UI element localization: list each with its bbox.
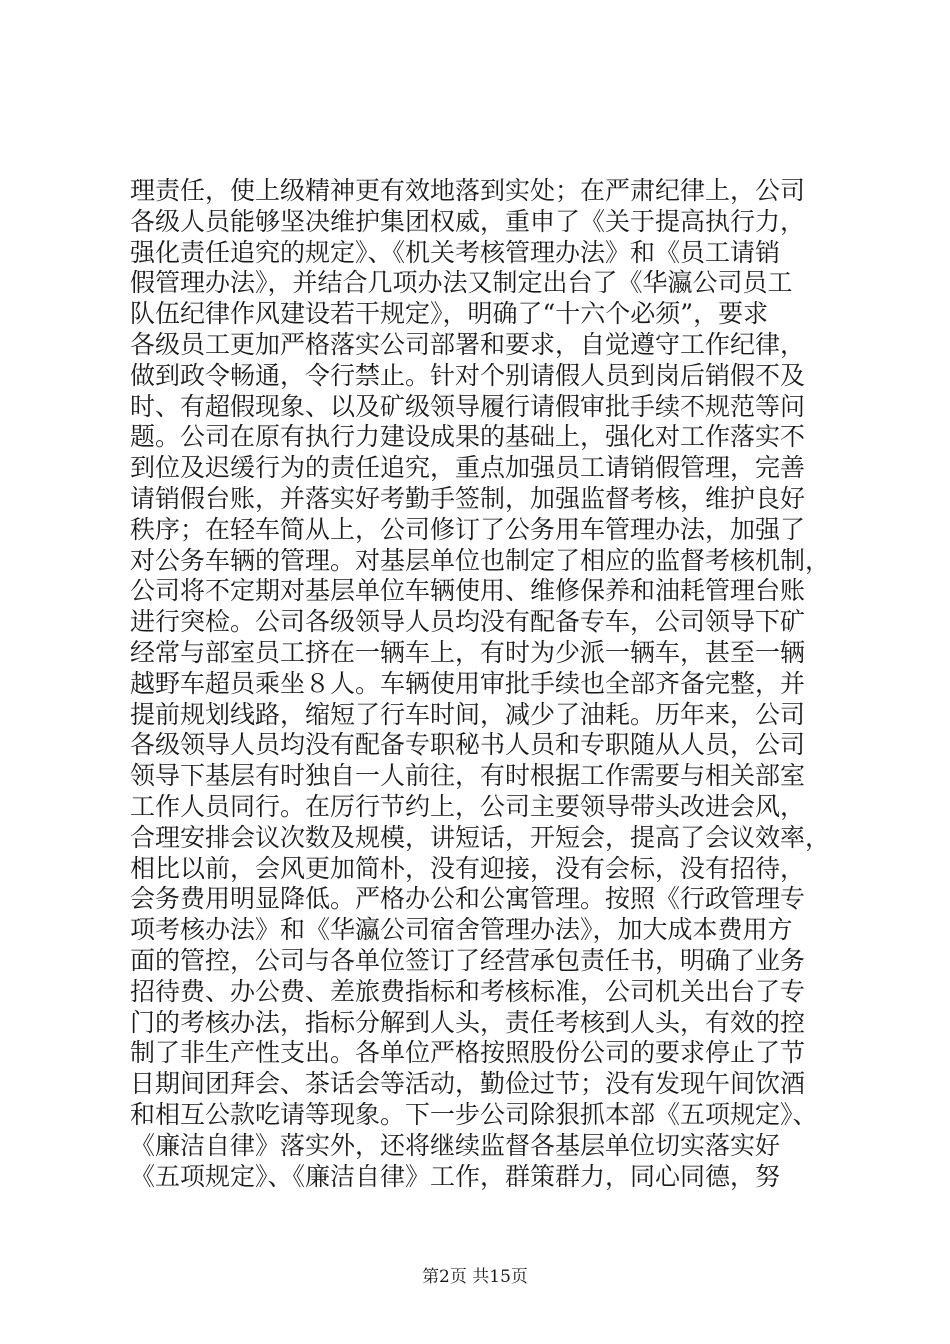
page-number: 第2页 共15页 <box>422 1267 528 1287</box>
text-line: 合理安排会议次数及规模，讲短话，开短会，提高了会议效率， <box>130 822 830 852</box>
text-line: 《廉洁自律》落实外，还将继续监督各基层单位切实落实好 <box>130 1130 781 1160</box>
text-line: 招待费、办公费、差旅费指标和考核标准，公司机关出台了专 <box>130 976 806 1006</box>
text-line: 强化责任追究的规定》、《机关考核管理办法》和《员工请销 <box>130 237 781 267</box>
body-paragraph <box>130 176 830 1192</box>
text-line: 越野车超员乘坐８人。车辆使用审批手续也全部齐备完整，并 <box>130 668 806 698</box>
text-line: 队伍纪律作风建设若干规定》，明确了“十六个必须”，要求 <box>130 299 769 329</box>
text-line: 各级员工更加严格落实公司部署和要求，自觉遵守工作纪律， <box>130 329 806 359</box>
text-line: 工作人员同行。在厉行节约上，公司主要领导带头改进会风， <box>130 791 806 821</box>
text-line: 《五项规定》、《廉洁自律》工作，群策群力，同心同德，努 <box>130 1161 781 1191</box>
text-line: 请销假台账，并落实好考勤手签制，加强监督考核，维护良好 <box>130 483 806 513</box>
text-line: 项考核办法》和《华瀛公司宿舍管理办法》，加大成本费用方 <box>130 915 793 945</box>
text-line: 题。公司在原有执行力建设成果的基础上，强化对工作落实不 <box>130 422 806 452</box>
text-line: 做到政令畅通，令行禁止。针对个别请假人员到岗后销假不及 <box>130 360 806 390</box>
text-line: 提前规划线路，缩短了行车时间，减少了油耗。历年来，公司 <box>130 699 806 729</box>
text-line: 会务费用明显降低。严格办公和公寓管理。按照《行政管理专 <box>130 884 806 914</box>
text-line: 公司将不定期对基层单位车辆使用、维修保养和油耗管理台账 <box>130 576 806 606</box>
text-line: 时、有超假现象、以及矿级领导履行请假审批手续不规范等问 <box>130 391 806 421</box>
text-line: 理责任，使上级精神更有效地落到实处；在严肃纪律上，公司 <box>130 176 806 205</box>
text-line: 相比以前，会风更加简朴，没有迎接，没有会标，没有招待， <box>130 853 806 883</box>
text-line: 假管理办法》，并结合几项办法又制定出台了《华瀛公司员工 <box>130 268 793 298</box>
text-line: 到位及迟缓行为的责任追究，重点加强员工请销假管理，完善 <box>130 453 806 483</box>
text-line: 进行突检。公司各级领导人员均没有配备专车，公司领导下矿 <box>130 607 806 637</box>
text-line: 对公务车辆的管理。对基层单位也制定了相应的监督考核机制， <box>130 545 830 575</box>
text-line: 和相互公款吃请等现象。下一步公司除狠抓本部《五项规定》、 <box>130 1099 818 1129</box>
text-line: 面的管控，公司与各单位签订了经营承包责任书，明确了业务 <box>130 945 806 975</box>
page-footer <box>0 1266 950 1288</box>
text-line: 各级人员能够坚决维护集团权威，重申了《关于提高执行力， <box>130 206 806 236</box>
text-line: 各级领导人员均没有配备专职秘书人员和专职随从人员，公司 <box>130 730 806 760</box>
text-line: 经常与部室员工挤在一辆车上，有时为少派一辆车，甚至一辆 <box>130 637 806 667</box>
text-line: 制了非生产性支出。各单位严格按照股份公司的要求停止了节 <box>130 1038 806 1068</box>
text-line: 门的考核办法，指标分解到人头，责任考核到人头，有效的控 <box>130 1007 806 1037</box>
text-line: 领导下基层有时独自一人前往，有时根据工作需要与相关部室 <box>130 761 806 791</box>
text-line: 秩序；在轻车简从上，公司修订了公务用车管理办法，加强了 <box>130 514 806 544</box>
text-line: 日期间团拜会、茶话会等活动，勤俭过节；没有发现午间饮酒 <box>130 1069 806 1099</box>
